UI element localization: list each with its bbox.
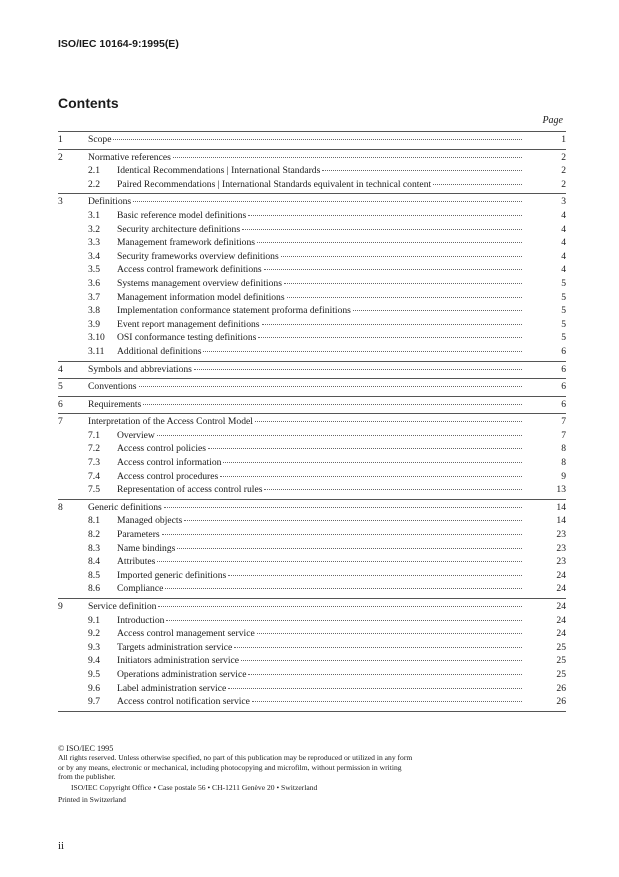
toc-page-number: 6 [561,363,566,375]
toc-subentry[interactable] [58,543,566,557]
toc-page-number: 9 [561,470,566,482]
toc-subentry-title: Identical Recommendations | International Standards [117,165,321,177]
toc-subentry-number: 3.11 [88,345,105,357]
toc-subentry-title: Imported generic definitions [117,569,227,581]
toc-subentry-title: Representation of access control rules [117,484,263,496]
toc-page-number: 5 [561,332,566,344]
toc-page-number: 6 [561,381,566,393]
toc-subentry-title: Management framework definitions [117,237,255,249]
toc-section [58,149,566,194]
toc-page-number: 13 [556,484,566,496]
toc-page-number: 5 [561,305,566,317]
table-of-contents [58,131,566,712]
toc-entry-title: Generic definitions [88,501,162,513]
dot-leader [234,647,522,648]
dot-leader [264,489,522,490]
dot-leader [228,575,522,576]
toc-subentry-title: Implementation conformance statement proforma definitions [117,305,351,317]
toc-subentry[interactable] [58,278,566,292]
toc-entry-number: 6 [58,398,63,410]
toc-subentry[interactable] [58,210,566,224]
toc-page-number: 4 [561,264,566,276]
toc-entry-number: 5 [58,381,63,393]
toc-subentry-title: Initiators administration service [117,655,240,667]
toc-page-number: 5 [561,277,566,289]
toc-page-number: 23 [556,529,566,541]
toc-subentry-number: 9.6 [88,682,100,694]
toc-subentry[interactable] [58,165,566,179]
copyright-office: ISO/IEC Copyright Office • Case postale 56 • CH-1211 Genève 20 • Switzerland [71,782,318,792]
toc-entry[interactable] [58,502,566,516]
toc-subentry[interactable] [58,346,566,360]
dot-leader [287,297,522,298]
toc-subentry-number: 3.5 [88,264,100,276]
toc-page-number: 2 [561,165,566,177]
copyright-notice [58,744,418,804]
dot-leader [248,674,522,675]
dot-leader [157,435,522,436]
toc-subentry[interactable] [58,443,566,457]
toc-subentry-title: Security architecture definitions [117,223,241,235]
toc-subentry[interactable] [58,628,566,642]
toc-section [58,499,566,598]
toc-page-number: 6 [561,345,566,357]
dot-leader [322,170,522,171]
toc-page-number: 6 [561,398,566,410]
toc-subentry[interactable] [58,583,566,597]
toc-subentry-number: 8.4 [88,556,100,568]
toc-subentry[interactable] [58,515,566,529]
toc-subentry-title: Management information model definitions [117,291,285,303]
toc-subentry-number: 7.2 [88,443,100,455]
toc-entry[interactable] [58,196,566,210]
toc-subentry-title: Access control information [117,457,222,469]
dot-leader [241,660,522,661]
dot-leader [248,215,522,216]
toc-subentry[interactable] [58,683,566,697]
toc-subentry-title: Name bindings [117,542,176,554]
toc-subentry-number: 3.7 [88,291,100,303]
toc-page-number: 24 [556,614,566,626]
toc-entry-number: 7 [58,416,63,428]
dot-leader [177,548,522,549]
toc-subentry-number: 3.9 [88,318,100,330]
toc-page-number: 1 [561,134,566,145]
toc-subentry[interactable] [58,556,566,570]
toc-subentry-number: 8.1 [88,515,100,527]
toc-subentry[interactable] [58,457,566,471]
toc-subentry-title: Basic reference model definitions [117,209,247,221]
toc-subentry[interactable] [58,292,566,306]
toc-page-number: 4 [561,237,566,249]
toc-entry[interactable] [58,364,566,378]
copyright-line: © ISO/IEC 1995 [58,744,114,753]
dot-leader [157,561,522,562]
toc-subentry-title: OSI conformance testing definitions [117,332,257,344]
dot-leader [242,229,522,230]
toc-subentry[interactable] [58,237,566,251]
toc-subentry-title: Overview [117,429,155,441]
document-id: ISO/IEC 10164-9:1995(E) [58,38,179,50]
page-title: Contents [58,95,119,111]
toc-page-number: 24 [556,569,566,581]
page-number: ii [58,840,65,852]
toc-entry-title: Symbols and abbreviations [88,363,192,375]
dot-leader [166,620,522,621]
dot-leader [257,242,522,243]
toc-page-number: 7 [561,429,566,441]
toc-page-number: 4 [561,209,566,221]
toc-page-number: 14 [556,501,566,513]
toc-subentry-number: 7.1 [88,429,100,441]
dot-leader [162,534,522,535]
toc-subentry-number: 3.10 [88,332,105,344]
dot-leader [139,386,522,387]
dot-leader [165,588,522,589]
toc-subentry-number: 9.3 [88,641,100,653]
toc-section [58,378,566,396]
toc-section [58,361,566,379]
toc-page-number: 24 [556,601,566,612]
toc-page-number: 8 [561,457,566,469]
toc-entry-number: 2 [58,151,63,163]
toc-subentry[interactable] [58,642,566,656]
toc-subentry-title: Access control management service [117,628,255,640]
toc-entry[interactable] [58,416,566,430]
toc-page-number: 3 [561,196,566,208]
toc-subentry-title: Access control framework definitions [117,264,262,276]
toc-subentry-number: 8.5 [88,569,100,581]
toc-page-number: 25 [556,668,566,680]
dot-leader [184,520,522,521]
toc-subentry-title: Paired Recommendations | International Standards equivalent in technical content [117,178,432,190]
toc-subentry-title: Compliance [117,583,164,595]
toc-entry[interactable] [58,399,566,413]
toc-entry-title: Definitions [88,196,132,208]
toc-entry[interactable] [58,381,566,395]
toc-page-number: 25 [556,655,566,667]
toc-subentry[interactable] [58,484,566,498]
toc-subentry-title: Access control policies [117,443,206,455]
toc-subentry-number: 3.2 [88,223,100,235]
toc-page-number: 23 [556,542,566,554]
toc-subentry-title: Parameters [117,529,160,541]
toc-page-number: 26 [556,682,566,694]
dot-leader [158,606,522,607]
toc-subentry-number: 8.6 [88,583,100,595]
toc-subentry-number: 7.5 [88,484,100,496]
dot-leader [173,157,522,158]
dot-leader [220,476,522,477]
dot-leader [255,421,522,422]
toc-subentry[interactable] [58,669,566,683]
toc-entry-title: Scope [88,134,112,145]
toc-entry-title: Interpretation of the Access Control Model [88,416,253,428]
toc-entry-title: Service definition [88,601,157,612]
toc-subentry-number: 3.1 [88,209,100,221]
toc-entry-title: Normative references [88,151,171,163]
toc-page-number: 2 [561,178,566,190]
toc-page-number: 5 [561,291,566,303]
toc-subentry[interactable] [58,696,566,710]
toc-page-number: 5 [561,318,566,330]
copyright-body: All rights reserved. Unless otherwise specified, no part of this publication may be reproduced or utilized in any form or by any means, electronic or mechanical, including photocopying and microfilm, without permission in writing from the publisher. [58,753,413,782]
toc-section [58,396,566,414]
toc-subentry-number: 3.8 [88,305,100,317]
toc-subentry-number: 7.4 [88,470,100,482]
toc-subentry-number: 9.4 [88,655,100,667]
toc-subentry[interactable] [58,224,566,238]
toc-subentry-title: Event report management definitions [117,318,260,330]
toc-subentry-number: 8.3 [88,542,100,554]
toc-subentry-number: 9.7 [88,696,100,708]
dot-leader [164,507,522,508]
toc-subentry[interactable] [58,570,566,584]
toc-subentry-number: 7.3 [88,457,100,469]
dot-leader [194,369,522,370]
toc-section [58,193,566,360]
toc-entry[interactable] [58,152,566,166]
toc-page-number: 2 [561,151,566,163]
toc-subentry-title: Label administration service [117,682,227,694]
toc-subentry-number: 3.6 [88,277,100,289]
dot-leader [257,633,522,634]
printed-in: Printed in Switzerland [58,795,126,805]
toc-subentry-number: 9.1 [88,614,100,626]
toc-subentry-number: 8.2 [88,529,100,541]
toc-subentry[interactable] [58,332,566,346]
toc-subentry[interactable] [58,529,566,543]
dot-leader [228,688,522,689]
dot-leader [281,256,522,257]
toc-entry-number: 8 [58,501,63,513]
dot-leader [353,310,522,311]
dot-leader [284,283,522,284]
toc-page-number: 4 [561,223,566,235]
toc-subentry-title: Attributes [117,556,156,568]
page-column-label: Page [542,115,563,126]
toc-subentry-title: Introduction [117,614,165,626]
toc-subentry-number: 9.2 [88,628,100,640]
dot-leader [264,269,522,270]
toc-entry-number: 4 [58,363,63,375]
toc-section [58,598,566,712]
dot-leader [258,337,522,338]
toc-subentry-number: 3.4 [88,250,100,262]
toc-entry-title: Conventions [88,381,137,393]
dot-leader [113,139,522,140]
toc-page-number: 4 [561,250,566,262]
toc-subentry-title: Managed objects [117,515,183,527]
toc-subentry-title: Targets administration service [117,641,233,653]
toc-subentry[interactable] [58,305,566,319]
toc-page-number: 24 [556,583,566,595]
toc-entry-title: Requirements [88,398,142,410]
toc-page-number: 7 [561,416,566,428]
toc-subentry[interactable] [58,471,566,485]
toc-entry-number: 1 [58,134,63,145]
toc-subentry-title: Security frameworks overview definitions [117,250,279,262]
toc-page-number: 23 [556,556,566,568]
dot-leader [208,448,522,449]
toc-subentry-number: 9.5 [88,668,100,680]
toc-page-number: 24 [556,628,566,640]
toc-subentry[interactable] [58,615,566,629]
toc-subentry[interactable] [58,179,566,193]
dot-leader [252,701,522,702]
toc-page-number: 8 [561,443,566,455]
toc-entry[interactable] [58,601,566,615]
toc-subentry-title: Operations administration service [117,668,247,680]
dot-leader [203,351,522,352]
dot-leader [223,462,522,463]
toc-subentry[interactable] [58,430,566,444]
dot-leader [133,201,522,202]
toc-entry-number: 3 [58,196,63,208]
dot-leader [143,404,522,405]
toc-subentry[interactable] [58,655,566,669]
toc-entry-number: 9 [58,601,63,612]
toc-subentry[interactable] [58,251,566,265]
toc-subentry-title: Access control procedures [117,470,219,482]
toc-subentry-title: Additional definitions [117,345,202,357]
toc-subentry-number: 2.2 [88,178,100,190]
toc-subentry-title: Access control notification service [117,696,250,708]
toc-subentry-title: Systems management overview definitions [117,277,282,289]
toc-page-number: 26 [556,696,566,708]
toc-page-number: 14 [556,515,566,527]
toc-page-number: 25 [556,641,566,653]
dot-leader [433,184,522,185]
toc-subentry-number: 2.1 [88,165,100,177]
toc-section [58,413,566,499]
toc-subentry[interactable] [58,264,566,278]
toc-entry[interactable] [58,134,566,148]
toc-section [58,131,566,149]
toc-subentry-number: 3.3 [88,237,100,249]
dot-leader [262,324,522,325]
toc-subentry[interactable] [58,319,566,333]
